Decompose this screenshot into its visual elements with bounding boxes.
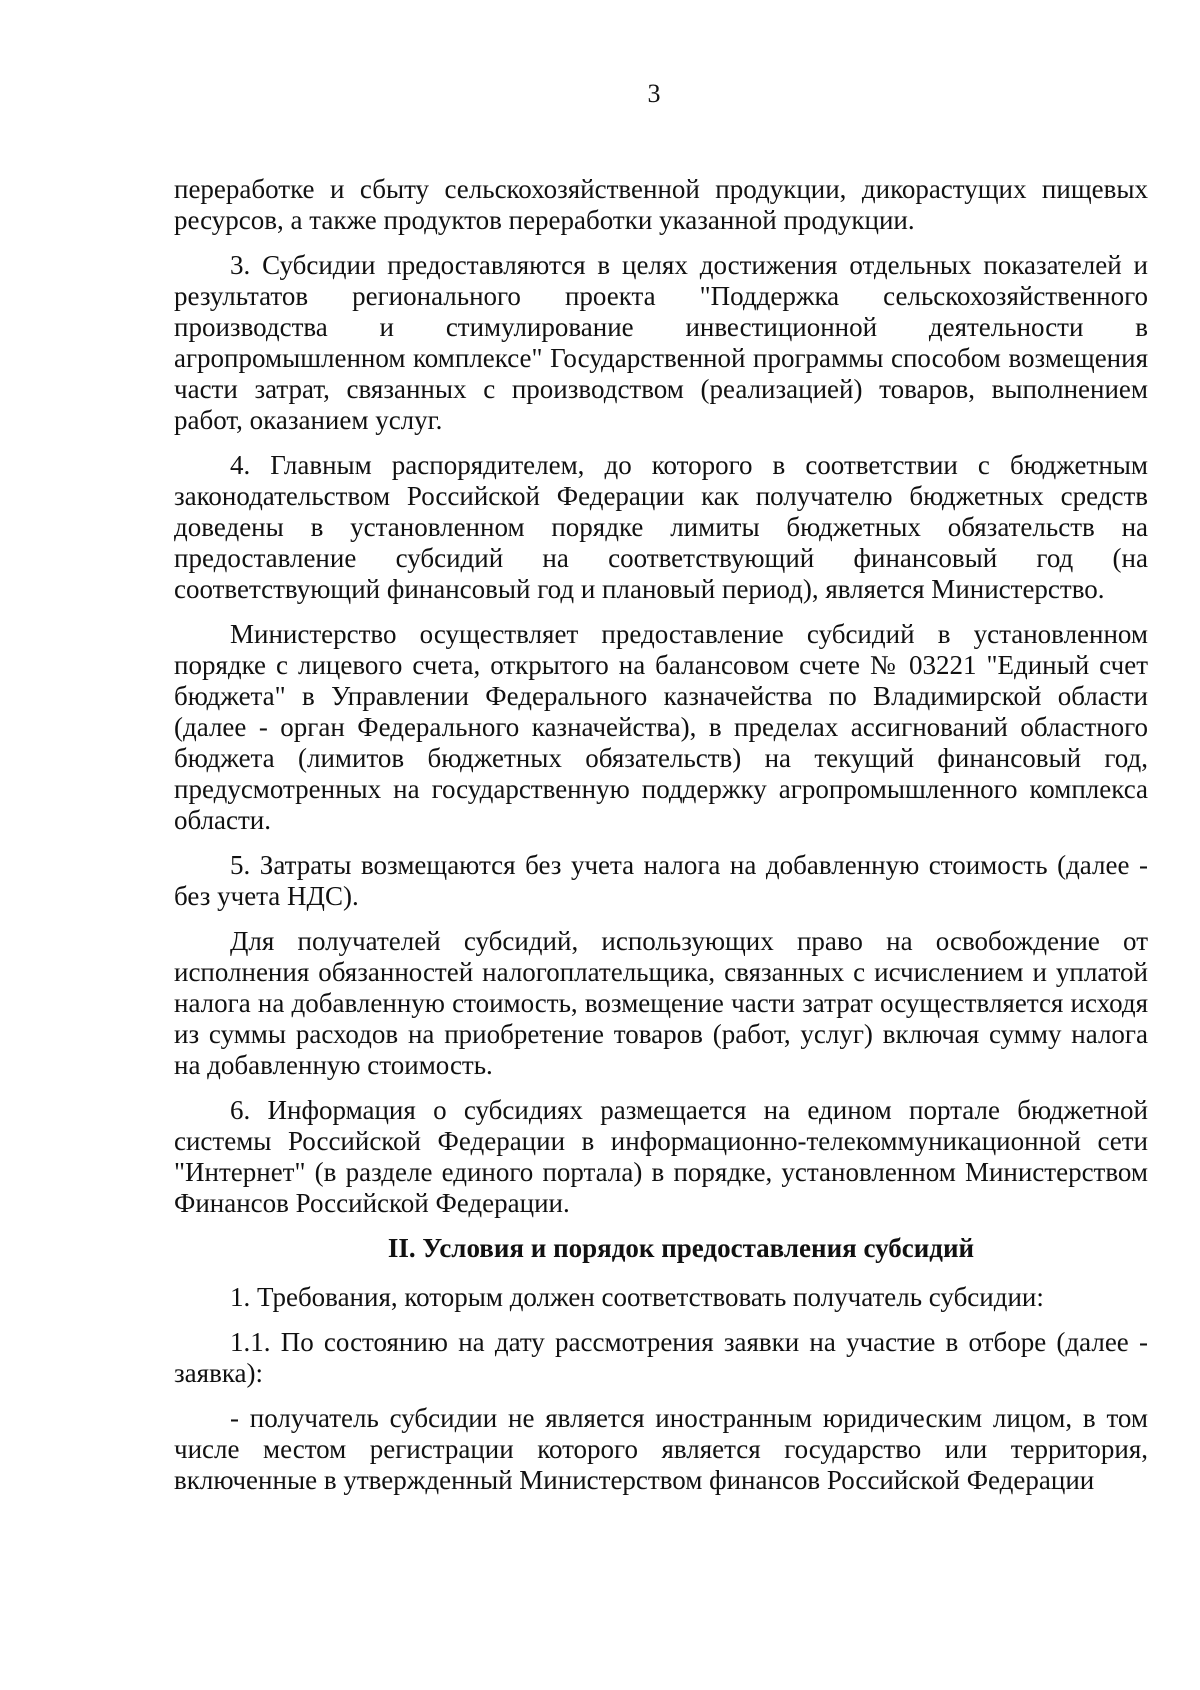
page-number: 3 <box>647 79 661 108</box>
paragraph: Для получателей субсидий, использующих право на освобождение от исполнения обязанностей налогоплательщика, связанных с исчислением и уплатой налога на добавленную стоимость, возмещение части затрат осуществляется исходя из суммы расходов на приобретение товаров (работ, услуг) включая сумму налога на добавленную стоимость. <box>174 926 1148 1080</box>
paragraph-clause-1-1: 1.1. По состоянию на дату рассмотрения заявки на участие в отборе (далее - заявка): <box>174 1327 1148 1388</box>
paragraph-clause-5: 5. Затраты возмещаются без учета налога на добавленную стоимость (далее - без учета НДС). <box>174 850 1148 911</box>
paragraph-clause-4: 4. Главным распорядителем, до которого в соответствии с бюджетным законодательством Российской Федерации как получателю бюджетных средств доведены в установленном порядке лимиты бюджетных обязательств на предоставление субсидий на соответствующий финансовый год (на соответствующий финансовый год и плановый период), является Министерство. <box>174 450 1148 604</box>
section-heading: II. Условия и порядок предоставления субсидий <box>387 1233 975 1263</box>
paragraph-clause-6: 6. Информация о субсидиях размещается на едином портале бюджетной системы Российской Федерации в информационно-телекоммуникационной сети "Интернет" (в разделе единого портала) в порядке, установленном Министерством Финансов Российской Федерации. <box>174 1095 1148 1218</box>
paragraph: Министерство осуществляет предоставление субсидий в установленном порядке с лицевого счета, открытого на балансовом счете № 03221 "Единый счет бюджета" в Управлении Федерального казначейства по Владимирской области (далее - орган Федерального казначейства), в пределах ассигнований областного бюджета (лимитов бюджетных обязательств) на текущий финансовый год, предусмотренных на государственную поддержку агропромышленного комплекса области. <box>174 619 1148 835</box>
paragraph-clause-3: 3. Субсидии предоставляются в целях достижения отдельных показателей и результатов регионального проекта "Поддержка сельскохозяйственного производства и стимулирование инвестиционной деятельности в агропромышленном комплексе" Государственной программы способом возмещения части затрат, связанных с производством (реализацией) товаров, выполнением работ, оказанием услуг. <box>174 250 1148 435</box>
paragraph-list-item: - получатель субсидии не является иностранным юридическим лицом, в том числе местом регистрации которого является государство или территория, включенные в утвержденный Министерством финансов Российской Федерации <box>174 1403 1148 1495</box>
paragraph: переработке и сбыту сельскохозяйственной продукции, дикорастущих пищевых ресурсов, а также продуктов переработки указанной продукции. <box>174 174 1148 235</box>
document-body <box>174 174 1148 1510</box>
paragraph-clause-1: 1. Требования, которым должен соответствовать получатель субсидии: <box>230 1282 1044 1312</box>
